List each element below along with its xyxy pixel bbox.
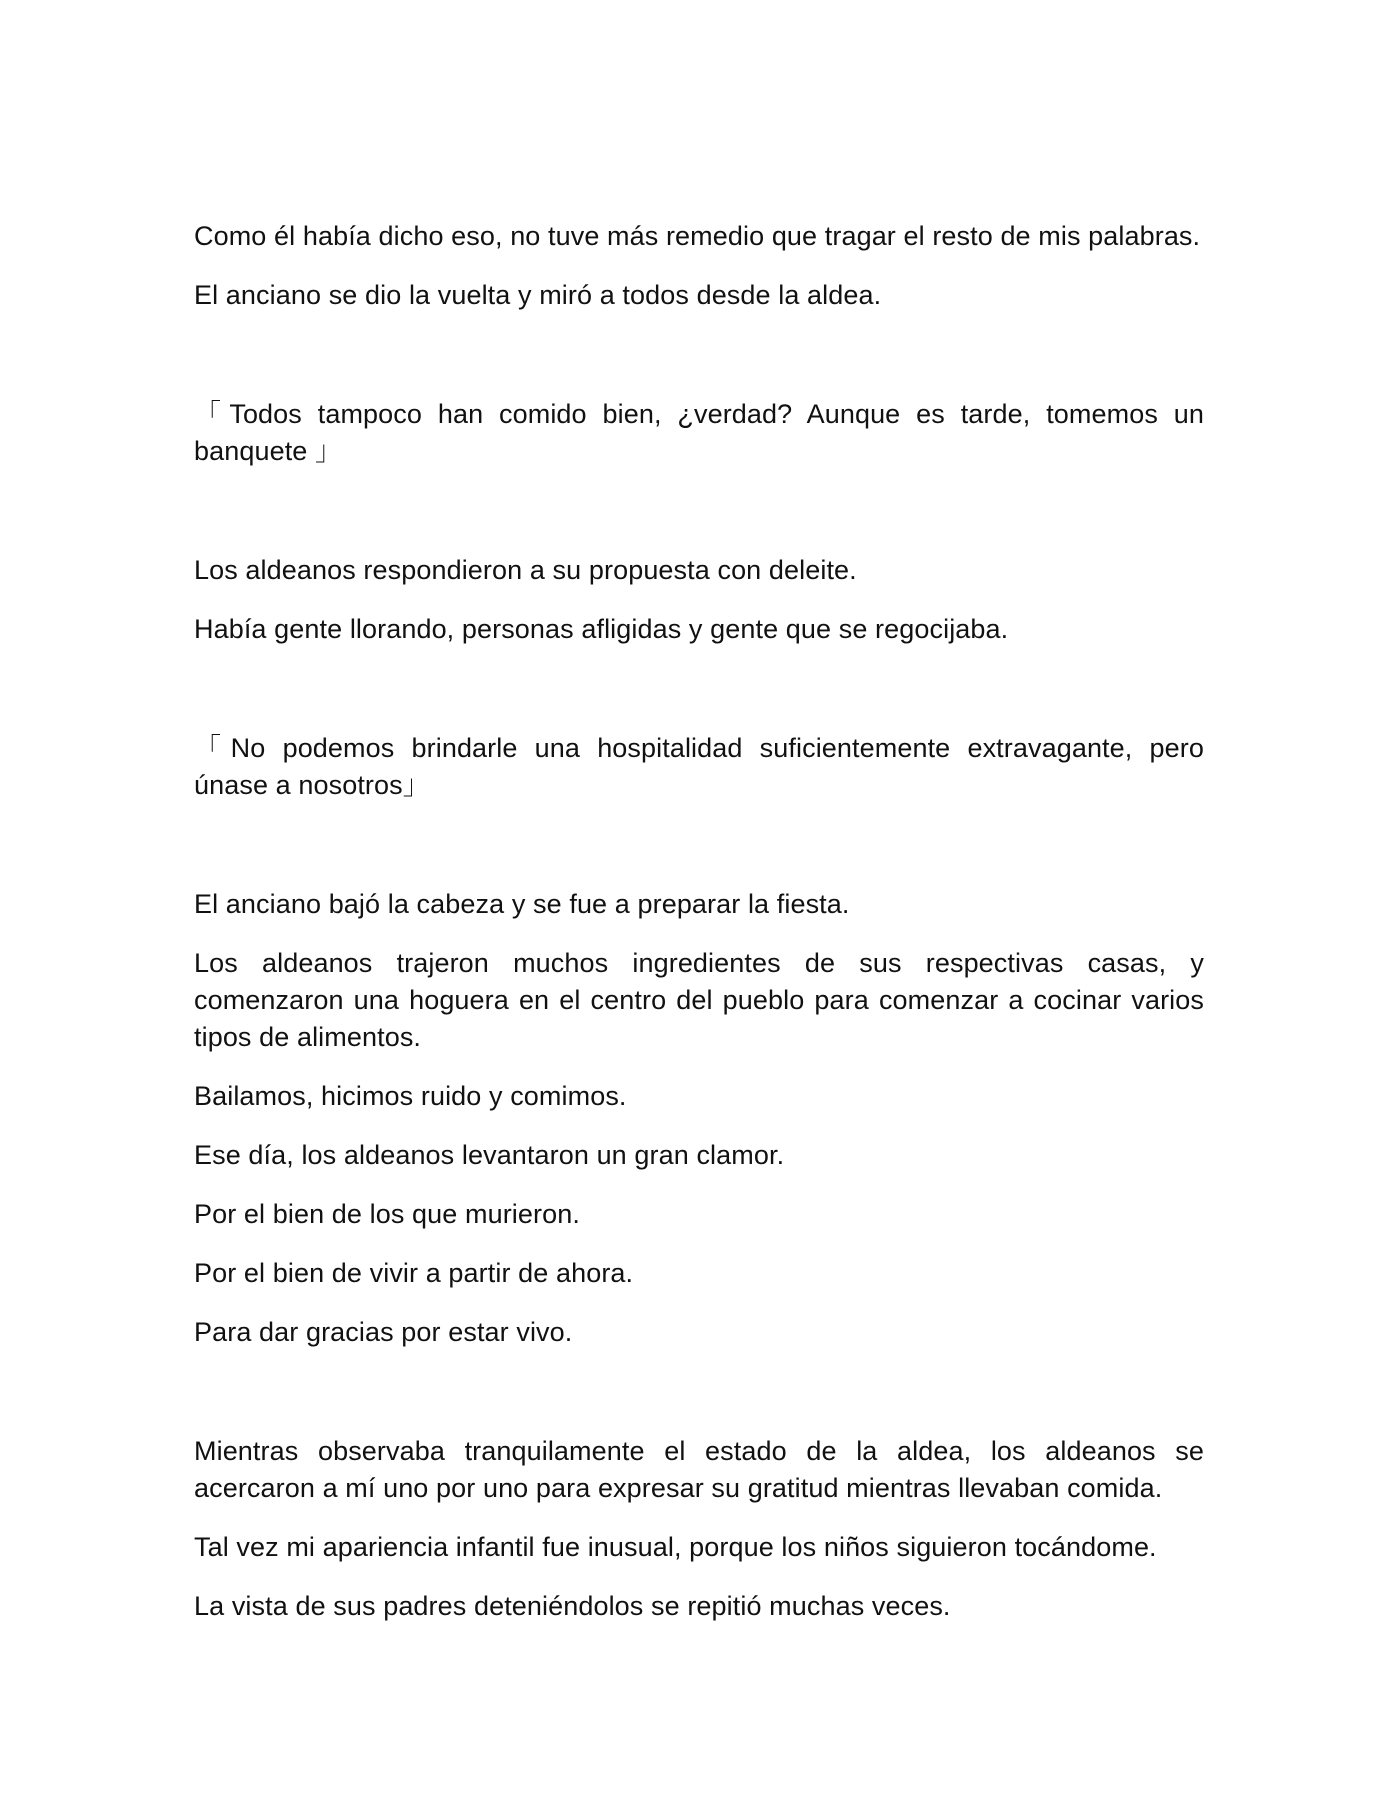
spacer [194, 1507, 1204, 1529]
paragraph: Por el bien de vivir a partir de ahora. [194, 1258, 634, 1288]
paragraph: Los aldeanos respondieron a su propuesta con deleite. [194, 555, 857, 585]
spacer [194, 314, 1204, 396]
spacer [194, 1233, 1204, 1255]
paragraph: El anciano se dio la vuelta y miró a todos desde la aldea. [194, 280, 882, 310]
spacer [194, 923, 1204, 945]
spacer [194, 589, 1204, 611]
spacer [194, 1174, 1204, 1196]
spacer [194, 1056, 1204, 1078]
dialogue-paragraph: 「Todos tampoco han comido bien, ¿verdad? Aunque es tarde, tomemos un banquete 」 [194, 399, 1204, 466]
spacer [194, 1115, 1204, 1137]
paragraph: El anciano bajó la cabeza y se fue a preparar la fiesta. [194, 889, 850, 919]
paragraph: Había gente llorando, personas afligidas y gente que se regocijaba. [194, 614, 1009, 644]
spacer [194, 648, 1204, 730]
paragraph: Por el bien de los que murieron. [194, 1199, 580, 1229]
paragraph: Ese día, los aldeanos levantaron un gran clamor. [194, 1140, 785, 1170]
paragraph: La vista de sus padres deteniéndolos se repitió muchas veces. [194, 1591, 951, 1621]
spacer [194, 1292, 1204, 1314]
paragraph: Bailamos, hicimos ruido y comimos. [194, 1081, 627, 1111]
spacer [194, 255, 1204, 277]
spacer [194, 470, 1204, 552]
paragraph: Como él había dicho eso, no tuve más remedio que tragar el resto de mis palabras. [194, 221, 1201, 251]
spacer [194, 1566, 1204, 1588]
paragraph: Para dar gracias por estar vivo. [194, 1317, 573, 1347]
spacer [194, 1351, 1204, 1433]
paragraph: Los aldeanos trajeron muchos ingredientes de sus respectivas casas, y comenzaron una hoguera en el centro del pueblo para comenzar a cocinar varios tipos de alimentos. [194, 948, 1204, 1052]
paragraph: Mientras observaba tranquilamente el estado de la aldea, los aldeanos se acercaron a mí uno por uno para expresar su gratitud mientras llevaban comida. [194, 1436, 1204, 1503]
paragraph: Tal vez mi apariencia infantil fue inusual, porque los niños siguieron tocándome. [194, 1532, 1157, 1562]
spacer [194, 804, 1204, 886]
document-page [194, 218, 1204, 1625]
dialogue-paragraph: 「No podemos brindarle una hospitalidad suficientemente extravagante, pero únase a nosotros」 [194, 733, 1204, 800]
